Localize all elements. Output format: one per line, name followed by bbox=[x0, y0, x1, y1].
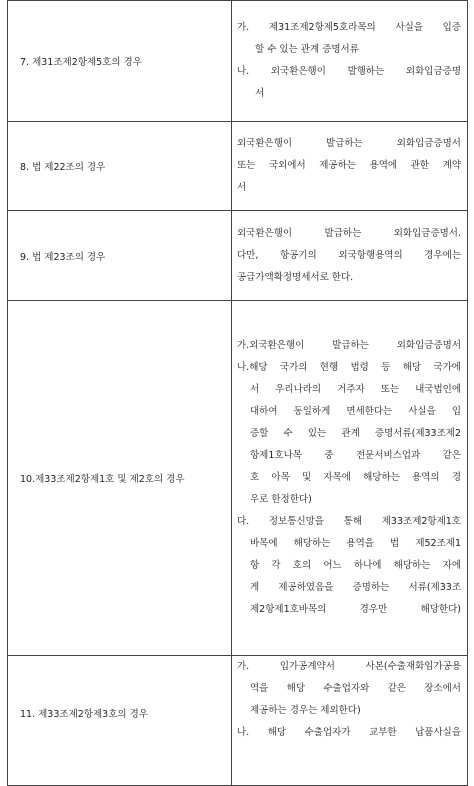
table-row bbox=[8, 211, 468, 301]
table-row bbox=[8, 656, 468, 786]
case-label: 9. 법 제23조의 경우 bbox=[20, 251, 106, 263]
doc-line: 공급가액확정명세서로 한다. bbox=[237, 271, 354, 283]
doc-line: 우로 한정한다) bbox=[250, 494, 312, 505]
doc-line: 가.외국환은행이 발급하는 외화입금증명서 bbox=[237, 340, 461, 351]
doc-line: 호 아목 및 자목에 해당하는 용역의 경 bbox=[250, 472, 461, 483]
doc-line: 다만, 항공기의 외국항행용역의 경우에는 bbox=[237, 249, 461, 261]
doc-line: 게 제공하였음을 증명하는 서류(제33조 bbox=[250, 582, 461, 593]
doc-line: 외국환은행이 발급하는 외화입금증명서 bbox=[237, 138, 461, 149]
doc-line: 가. 제31조제2항제5호라목의 사실을 입증 bbox=[237, 22, 461, 33]
doc-line: 할 수 있는 관계 증명서류 bbox=[255, 44, 359, 55]
doc-line: 역을 해당 수출업자와 같은 장소에서 bbox=[250, 683, 461, 694]
doc-line: 항 각 호의 어느 하나에 해당하는 자에 bbox=[250, 560, 461, 571]
document-cell bbox=[232, 122, 468, 211]
doc-line: 서 우리나라의 거주자 또는 내국법인에 bbox=[250, 384, 461, 395]
doc-line: 항제1호나목 중 전문서비스업과 같은 bbox=[250, 450, 461, 461]
case-cell bbox=[8, 122, 232, 211]
doc-line: 외국환은행이 발급하는 외화입금증명서. bbox=[237, 227, 461, 239]
case-cell bbox=[8, 1, 232, 122]
doc-line: 나. 해당 수출업자가 교부한 납품사실을 bbox=[237, 727, 461, 738]
doc-line: 제공하는 경우는 제외한다) bbox=[250, 705, 361, 716]
case-cell bbox=[8, 211, 232, 301]
table-row bbox=[8, 1, 468, 122]
case-label: 8. 법 제22조의 경우 bbox=[20, 162, 106, 173]
case-label: 10.제33조제2항제1호 및 제2호의 경우 bbox=[20, 474, 185, 485]
document-table bbox=[7, 0, 468, 786]
doc-line: 증할 수 있는 관계 증명서류(제33조제2 bbox=[250, 428, 461, 439]
doc-line: 바목에 해당하는 용역을 법 제52조제1 bbox=[250, 538, 461, 549]
case-label: 11. 제33조제2항제3호의 경우 bbox=[20, 709, 148, 720]
document-cell bbox=[232, 656, 468, 786]
doc-line: 나. 외국환은행이 발행하는 외화입금증명 bbox=[237, 66, 461, 77]
doc-line: 다. 정보통신망을 통해 제33조제2항제1호 bbox=[237, 516, 461, 527]
doc-line: 서 bbox=[255, 88, 265, 99]
doc-line: 나.해당 국가의 현행 법령 등 해당 국가에 bbox=[237, 362, 461, 373]
doc-line: 제2항제1호바목의 경우만 해당한다) bbox=[250, 604, 461, 615]
doc-line: 가. 입가공계약서 사본(수출재화임가공용 bbox=[237, 661, 461, 672]
case-label: 7. 제31조제2항제5호의 경우 bbox=[20, 57, 142, 68]
table-row bbox=[8, 122, 468, 211]
document-cell bbox=[232, 301, 468, 656]
table-row bbox=[8, 301, 468, 656]
doc-line: 또는 국외에서 제공하는 용역에 관한 계약 bbox=[237, 160, 461, 171]
doc-line: 대하여 동일하게 면세한다는 사실을 입 bbox=[250, 406, 461, 417]
document-cell bbox=[232, 1, 468, 122]
document-cell bbox=[232, 211, 468, 301]
case-cell bbox=[8, 656, 232, 786]
case-cell bbox=[8, 301, 232, 656]
doc-line: 서 bbox=[237, 182, 247, 193]
